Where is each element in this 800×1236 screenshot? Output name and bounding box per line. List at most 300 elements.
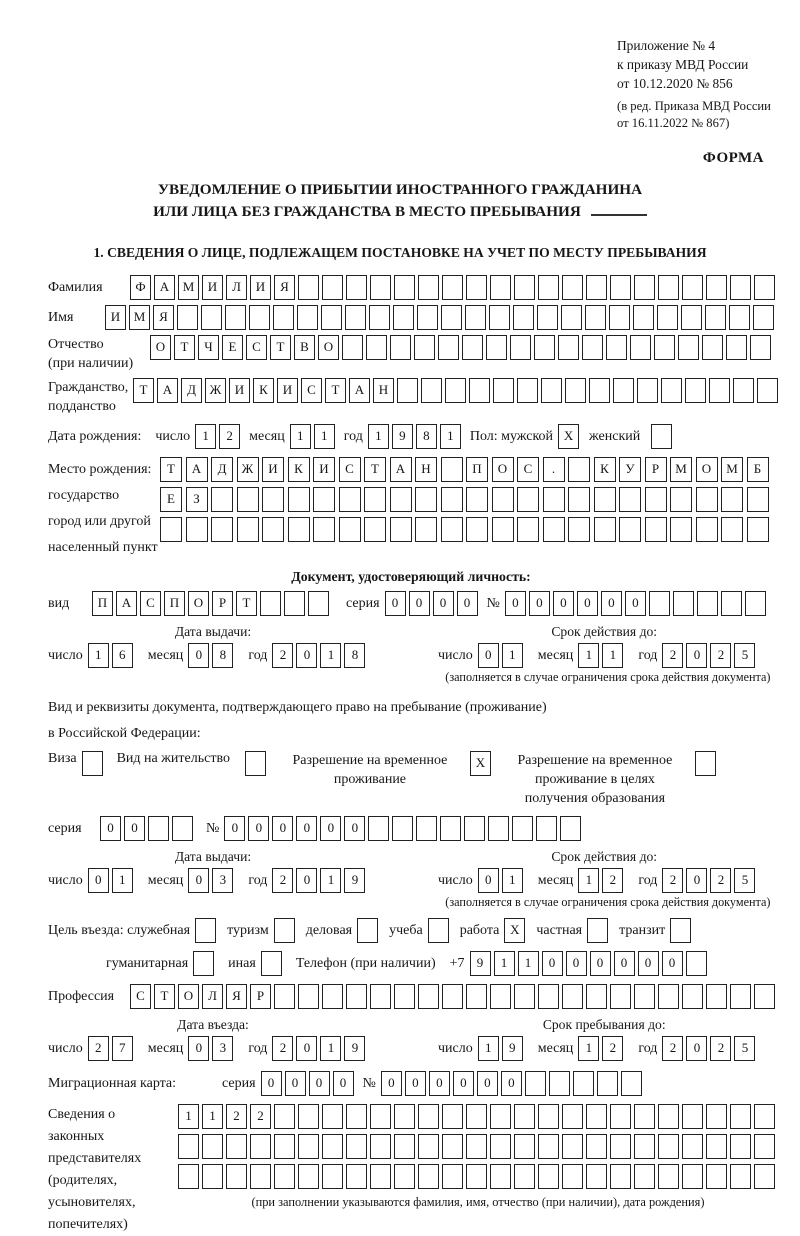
char-cell: 1 [518, 951, 539, 976]
char-cell [697, 591, 718, 616]
char-cell [226, 1164, 247, 1189]
birthplace-row3-cells [160, 517, 772, 542]
char-cell: 1 [502, 643, 523, 668]
char-cell [369, 305, 390, 330]
char-cell: 2 [710, 1036, 731, 1061]
char-cell: О [492, 457, 514, 482]
char-cell [586, 275, 607, 300]
char-cell [706, 1164, 727, 1189]
char-cell [492, 487, 514, 512]
char-cell: 0 [638, 951, 659, 976]
char-cell: 1 [202, 1104, 223, 1129]
residence-valid-year [662, 868, 758, 893]
char-cell [390, 335, 411, 360]
residence-issue-col: Дата выдачи: число 0 1 месяц 0 3 год 2 0 1 9 [48, 849, 378, 893]
char-cell: П [466, 457, 488, 482]
identity-valid-label: Срок действия до: [551, 624, 658, 639]
char-cell [747, 487, 769, 512]
char-cell: А [154, 275, 175, 300]
migration-number-label: № [362, 1075, 376, 1091]
char-cell [682, 1104, 703, 1129]
char-cell: 2 [272, 643, 293, 668]
char-cell: 0 [662, 951, 683, 976]
char-cell [658, 1134, 679, 1159]
char-cell [609, 305, 630, 330]
char-cell [394, 984, 415, 1009]
char-cell [560, 816, 581, 841]
char-cell [322, 1164, 343, 1189]
char-cell [586, 1164, 607, 1189]
char-cell: У [619, 457, 641, 482]
char-cell [346, 1104, 367, 1129]
char-cell [465, 305, 486, 330]
char-cell [678, 335, 699, 360]
char-cell [466, 1134, 487, 1159]
representatives-label: Сведения о законных представителях (родителях, усыновителях, попечителях) [48, 1107, 142, 1232]
char-cell [418, 275, 439, 300]
birth-month-label: месяц [249, 428, 285, 444]
char-cell [517, 487, 539, 512]
representatives-row3-cells [178, 1164, 778, 1189]
char-cell [610, 1104, 631, 1129]
char-cell: 8 [344, 643, 365, 668]
char-cell: С [339, 457, 361, 482]
residence-series-label: серия [48, 820, 82, 836]
char-cell: Т [154, 984, 175, 1009]
char-cell [418, 984, 439, 1009]
char-cell: 0 [261, 1071, 282, 1096]
char-cell: 0 [272, 816, 293, 841]
char-cell: 1 [478, 1036, 499, 1061]
residence-valid-month [578, 868, 626, 893]
char-cell [366, 335, 387, 360]
char-cell: 2 [710, 868, 731, 893]
char-cell [745, 591, 766, 616]
migration-series-cells [261, 1071, 357, 1096]
char-cell [441, 305, 462, 330]
char-cell [364, 487, 386, 512]
char-cell: 5 [734, 868, 755, 893]
residence-issue-label: Дата выдачи: [174, 849, 252, 864]
char-cell: Ч [198, 335, 219, 360]
char-cell: 0 [478, 868, 499, 893]
char-cell: 0 [188, 1036, 209, 1061]
char-cell: В [294, 335, 315, 360]
char-cell [370, 1134, 391, 1159]
appendix-block [617, 0, 800, 93]
char-cell [288, 517, 310, 542]
char-cell [649, 591, 670, 616]
identity-issue-label: Дата выдачи: [174, 624, 252, 639]
char-cell: 0 [686, 868, 707, 893]
form-body [0, 275, 800, 1236]
char-cell: 2 [272, 1036, 293, 1061]
char-cell [186, 517, 208, 542]
title-line-1: УВЕДОМЛЕНИЕ О ПРИБЫТИИ ИНОСТРАННОГО ГРАЖДАНИНА [157, 181, 643, 198]
char-cell [517, 517, 539, 542]
char-cell [645, 487, 667, 512]
char-cell [682, 1134, 703, 1159]
representatives-block [48, 1104, 774, 1236]
identity-valid-month [578, 643, 626, 668]
char-cell: 0 [542, 951, 563, 976]
char-cell [594, 517, 616, 542]
char-cell [585, 305, 606, 330]
char-cell: И [313, 457, 335, 482]
char-cell: 1 [578, 643, 599, 668]
char-cell [392, 816, 413, 841]
char-cell [262, 517, 284, 542]
char-cell [634, 1134, 655, 1159]
purpose-humanitarian-label: гуманитарная [106, 955, 189, 971]
char-cell: 1 [320, 1036, 341, 1061]
char-cell [274, 1104, 295, 1129]
char-cell: 0 [429, 1071, 450, 1096]
char-cell [610, 1134, 631, 1159]
char-cell [421, 378, 442, 403]
char-cell [721, 517, 743, 542]
char-cell [321, 305, 342, 330]
purpose-study-checkbox [428, 918, 449, 943]
title-line-2-wrap [0, 201, 800, 223]
char-cell: 1 [178, 1104, 199, 1129]
char-cell: Р [212, 591, 233, 616]
char-cell: 1 [494, 951, 515, 976]
char-cell: А [390, 457, 412, 482]
char-cell [514, 275, 535, 300]
char-cell: 0 [248, 816, 269, 841]
char-cell [586, 984, 607, 1009]
char-cell [610, 984, 631, 1009]
char-cell [493, 378, 514, 403]
char-cell [706, 1134, 727, 1159]
char-cell [561, 305, 582, 330]
char-cell: П [92, 591, 113, 616]
char-cell: И [277, 378, 298, 403]
residence-validity-note: (заполняется в случае ограничения срока действия документа) [445, 895, 771, 909]
char-cell: Т [325, 378, 346, 403]
char-cell: Т [270, 335, 291, 360]
char-cell [177, 305, 198, 330]
char-cell: 1 [314, 424, 335, 449]
char-cell: Т [133, 378, 154, 403]
birthdate-row [48, 424, 774, 449]
phone-prefix: +7 [449, 955, 465, 971]
char-cell: 0 [344, 816, 365, 841]
char-cell: 2 [662, 868, 683, 893]
section1-heading: 1. СВЕДЕНИЯ О ЛИЦЕ, ПОДЛЕЖАЩЕМ ПОСТАНОВКЕ НА УЧЕТ ПО МЕСТУ ПРЕБЫВАНИЯ [93, 245, 707, 260]
char-cell [308, 591, 329, 616]
char-cell [464, 816, 485, 841]
char-cell [346, 984, 367, 1009]
char-cell [225, 305, 246, 330]
char-cell: 1 [502, 868, 523, 893]
char-cell [172, 816, 193, 841]
char-cell [438, 335, 459, 360]
char-cell: 1 [578, 1036, 599, 1061]
char-cell [466, 984, 487, 1009]
char-cell [288, 487, 310, 512]
char-cell [670, 517, 692, 542]
char-cell [393, 305, 414, 330]
char-cell: М [178, 275, 199, 300]
char-cell [634, 275, 655, 300]
char-cell [322, 275, 343, 300]
char-cell [661, 378, 682, 403]
char-cell: Ж [205, 378, 226, 403]
char-cell: К [253, 378, 274, 403]
char-cell: А [157, 378, 178, 403]
char-cell [370, 1164, 391, 1189]
char-cell [262, 487, 284, 512]
char-cell: Д [181, 378, 202, 403]
char-cell: Б [747, 457, 769, 482]
char-cell [298, 1134, 319, 1159]
char-cell [510, 335, 531, 360]
char-cell: 0 [625, 591, 646, 616]
representatives-row2-cells [178, 1134, 778, 1159]
title-line-2: ИЛИ ЛИЦА БЕЗ ГРАЖДАНСТВА В МЕСТО ПРЕБЫВАНИЯ [153, 203, 581, 220]
char-cell [462, 335, 483, 360]
birthplace-rows [160, 457, 772, 547]
char-cell: Е [160, 487, 182, 512]
purpose-humanitarian-checkbox [193, 951, 214, 976]
char-cell [390, 487, 412, 512]
char-cell: 1 [195, 424, 216, 449]
char-cell: Т [236, 591, 257, 616]
identity-number-label: № [486, 595, 500, 611]
migration-number-cells [381, 1071, 645, 1096]
char-cell: 0 [601, 591, 622, 616]
identity-issue-col: Дата выдачи: число 1 6 месяц 0 8 год 2 0 1 8 [48, 624, 378, 668]
title-underline [591, 203, 647, 216]
identity-valid-year [662, 643, 758, 668]
sex-female-label: женский [589, 428, 641, 444]
residence-dates [48, 849, 774, 910]
char-cell [633, 305, 654, 330]
char-cell: 0 [577, 591, 598, 616]
char-cell [573, 1071, 594, 1096]
char-cell: 2 [662, 643, 683, 668]
char-cell [397, 378, 418, 403]
char-cell [418, 1104, 439, 1129]
char-cell [754, 1164, 775, 1189]
residence-permit-checkbox [245, 751, 266, 776]
char-cell: Я [226, 984, 247, 1009]
char-cell [685, 378, 706, 403]
char-cell: 0 [100, 816, 121, 841]
char-cell [298, 1164, 319, 1189]
representatives-caption: (при заполнении указываются фамилия, имя, отчество (при наличии), дата рождения) [251, 1195, 705, 1209]
surname-label: Фамилия [48, 279, 103, 295]
char-cell: 0 [457, 591, 478, 616]
char-cell: 2 [226, 1104, 247, 1129]
char-cell [637, 378, 658, 403]
char-cell [568, 457, 590, 482]
char-cell [730, 1164, 751, 1189]
char-cell: 1 [112, 868, 133, 893]
char-cell: 1 [440, 424, 461, 449]
char-cell: Я [274, 275, 295, 300]
char-cell [721, 487, 743, 512]
revision-block [617, 98, 800, 132]
char-cell: А [116, 591, 137, 616]
document-title [0, 179, 800, 223]
residence-series-row [48, 816, 774, 841]
char-cell: 1 [578, 868, 599, 893]
char-cell: Т [174, 335, 195, 360]
identity-type-label: вид [48, 595, 70, 611]
citizenship-row [48, 378, 774, 416]
char-cell [260, 591, 281, 616]
birth-day-cells [195, 424, 243, 449]
char-cell: 1 [320, 868, 341, 893]
char-cell [512, 816, 533, 841]
char-cell [514, 1104, 535, 1129]
visa-checkbox [82, 751, 103, 776]
char-cell [658, 984, 679, 1009]
residence-valid-col: Срок действия до: число 0 1 месяц 1 2 год 2 0 2 5 (заполняется в случае ограничения срока действия документа) [438, 849, 771, 909]
char-cell: 7 [112, 1036, 133, 1061]
char-cell [730, 984, 751, 1009]
char-cell [442, 984, 463, 1009]
char-cell [226, 1134, 247, 1159]
char-cell [250, 1134, 271, 1159]
identity-valid-col: Срок действия до: число 0 1 месяц 1 1 год 2 0 2 5 (заполняется в случае ограничения срока действия документа) [438, 624, 771, 684]
sex-male-label: Пол: мужской [469, 428, 554, 444]
identity-issue-month [188, 643, 236, 668]
char-cell [702, 335, 723, 360]
char-cell [298, 984, 319, 1009]
char-cell [441, 457, 463, 482]
char-cell [202, 1164, 223, 1189]
purpose-other-checkbox [261, 951, 282, 976]
char-cell: 0 [501, 1071, 522, 1096]
char-cell: Л [202, 984, 223, 1009]
char-cell [754, 1134, 775, 1159]
char-cell [322, 984, 343, 1009]
purpose-work-label: работа [459, 922, 500, 938]
char-cell: О [696, 457, 718, 482]
firstname-cells [105, 305, 777, 330]
char-cell: 0 [224, 816, 245, 841]
purpose-work-checkbox: X [504, 918, 525, 943]
purpose-other-label: иная [228, 955, 256, 971]
stay-day [478, 1036, 526, 1061]
char-cell: 0 [124, 816, 145, 841]
char-cell: 0 [296, 868, 317, 893]
char-cell: К [288, 457, 310, 482]
char-cell: 8 [212, 643, 233, 668]
char-cell [339, 517, 361, 542]
char-cell [442, 275, 463, 300]
char-cell: С [517, 457, 539, 482]
char-cell: И [262, 457, 284, 482]
char-cell: 9 [344, 1036, 365, 1061]
temp-permit-checkbox: X [470, 751, 491, 776]
char-cell [490, 984, 511, 1009]
char-cell [582, 335, 603, 360]
residence-issue-day [88, 868, 136, 893]
char-cell [202, 1134, 223, 1159]
char-cell [754, 1104, 775, 1129]
residence-valid-day [478, 868, 526, 893]
char-cell: 0 [529, 591, 550, 616]
char-cell [466, 275, 487, 300]
char-cell [514, 1134, 535, 1159]
char-cell: 0 [409, 591, 430, 616]
char-cell [568, 487, 590, 512]
char-cell: С [140, 591, 161, 616]
char-cell [754, 984, 775, 1009]
char-cell [417, 305, 438, 330]
char-cell [237, 517, 259, 542]
char-cell: Р [645, 457, 667, 482]
char-cell [346, 1164, 367, 1189]
char-cell: 3 [212, 1036, 233, 1061]
char-cell: О [318, 335, 339, 360]
char-cell [368, 816, 389, 841]
char-cell: К [594, 457, 616, 482]
birthplace-labels: Место рождения: государство город или другой населенный пункт [48, 462, 158, 555]
char-cell [538, 1104, 559, 1129]
char-cell [441, 517, 463, 542]
identity-number-cells [505, 591, 769, 616]
char-cell [342, 335, 363, 360]
char-cell: 0 [309, 1071, 330, 1096]
char-cell: И [202, 275, 223, 300]
entry-day [88, 1036, 136, 1061]
representatives-rows [178, 1104, 778, 1210]
char-cell: 0 [405, 1071, 426, 1096]
profession-row [48, 984, 774, 1009]
representatives-row1-cells [178, 1104, 778, 1129]
char-cell: 0 [478, 643, 499, 668]
char-cell: И [229, 378, 250, 403]
char-cell [394, 1164, 415, 1189]
char-cell [706, 1104, 727, 1129]
char-cell: 2 [250, 1104, 271, 1129]
char-cell: 0 [566, 951, 587, 976]
char-cell [390, 517, 412, 542]
char-cell: 0 [505, 591, 526, 616]
char-cell [440, 816, 461, 841]
phone-label: Телефон (при наличии) [295, 955, 436, 971]
char-cell [415, 487, 437, 512]
char-cell [562, 984, 583, 1009]
char-cell: Т [364, 457, 386, 482]
char-cell [754, 275, 775, 300]
char-cell [211, 487, 233, 512]
visa-label: Виза [48, 751, 77, 766]
residence-valid-label: Срок действия до: [551, 849, 658, 864]
residence-series-cells [100, 816, 196, 841]
char-cell [586, 1134, 607, 1159]
char-cell: 0 [320, 816, 341, 841]
char-cell [696, 517, 718, 542]
char-cell [562, 1134, 583, 1159]
char-cell [589, 378, 610, 403]
stay-until-label: Срок пребывания до: [542, 1017, 666, 1032]
char-cell [414, 335, 435, 360]
char-cell: М [721, 457, 743, 482]
char-cell [364, 517, 386, 542]
char-cell: Р [250, 984, 271, 1009]
char-cell [654, 335, 675, 360]
char-cell [297, 305, 318, 330]
char-cell [757, 378, 778, 403]
char-cell [682, 275, 703, 300]
